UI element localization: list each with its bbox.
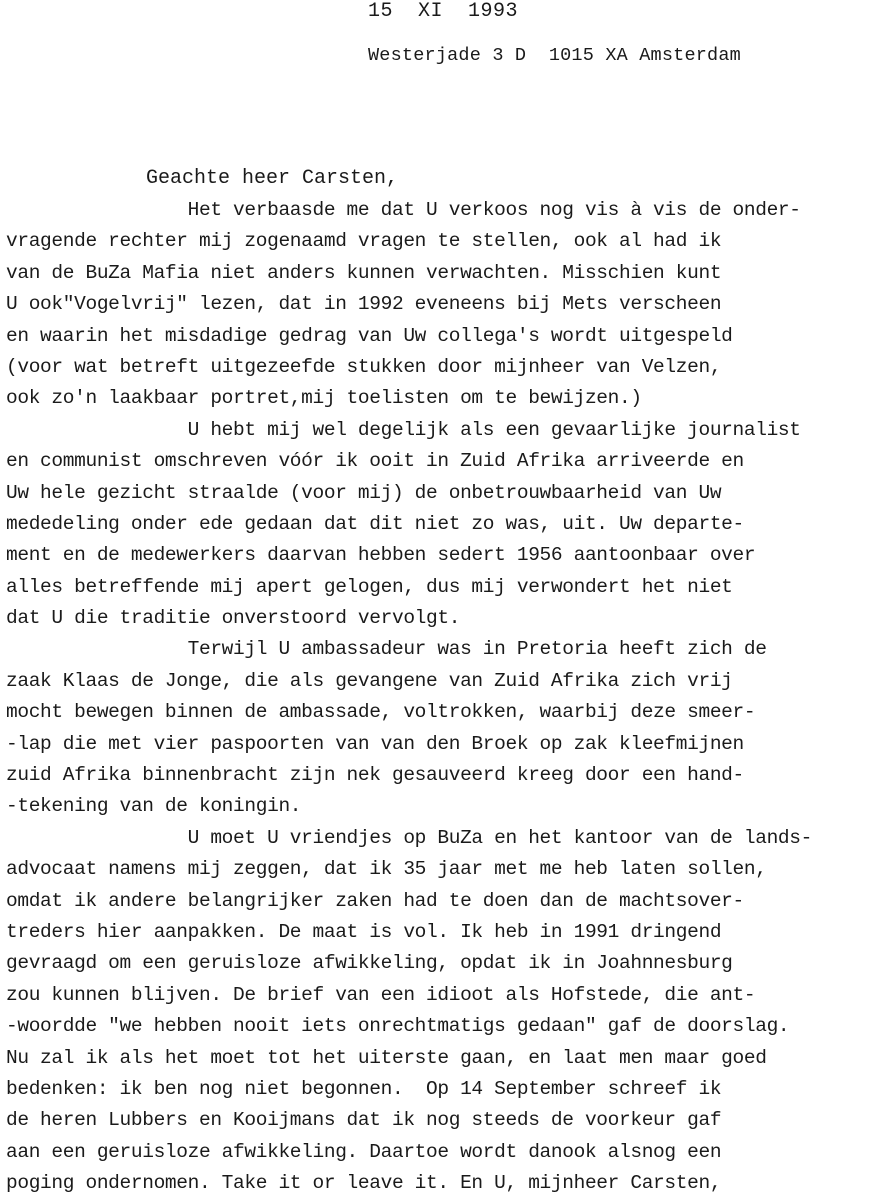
- letter-line: -woordde "we hebben nooit iets onrechtmatigs gedaan" gaf de doorslag.: [6, 1015, 790, 1038]
- sender-address: Westerjade 3 D 1015 XA Amsterdam: [368, 45, 741, 66]
- letter-line: Terwijl U ambassadeur was in Pretoria heeft zich de: [6, 638, 767, 661]
- letter-line: zou kunnen blijven. De brief van een idioot als Hofstede, die ant-: [6, 983, 756, 1006]
- letter-line: vragende rechter mij zogenaamd vragen te stellen, ook al had ik: [6, 230, 722, 253]
- letter-line: zuid Afrika binnenbracht zijn nek gesauveerd kreeg door een hand-: [6, 764, 744, 787]
- letter-line: bedenken: ik ben nog niet begonnen. Op 14 September schreef ik: [6, 1077, 722, 1100]
- letter-line: de heren Lubbers en Kooijmans dat ik nog steeds de voorkeur gaf: [6, 1109, 722, 1132]
- letter-line: omdat ik andere belangrijker zaken had te doen dan de machtsover-: [6, 889, 744, 912]
- letter-line: Nu zal ik als het moet tot het uiterste gaan, en laat men maar goed: [6, 1046, 767, 1069]
- letter-line: U ook"Vogelvrij" lezen, dat in 1992 eveneens bij Mets verscheen: [6, 293, 722, 316]
- letter-line: ook zo'n laakbaar portret,mij toelisten om te bewijzen.): [6, 387, 642, 410]
- letter-line: (voor wat betreft uitgezeefde stukken door mijnheer van Velzen,: [6, 355, 722, 378]
- letter-date: 15 XI 1993: [368, 0, 519, 23]
- letter-line: -lap die met vier paspoorten van van den Broek op zak kleefmijnen: [6, 732, 744, 755]
- letter-line: mocht bewegen binnen de ambassade, voltrokken, waarbij deze smeer-: [6, 701, 756, 724]
- letter-line: en waarin het misdadige gedrag van Uw collega's wordt uitgespeld: [6, 324, 733, 347]
- letter-line: advocaat namens mij zeggen, dat ik 35 jaar met me heb laten sollen,: [6, 858, 767, 881]
- letter-line: treders hier aanpakken. De maat is vol. Ik heb in 1991 dringend: [6, 920, 722, 943]
- salutation: Geachte heer Carsten,: [146, 167, 399, 190]
- letter-line: Het verbaasde me dat U verkoos nog vis à vis de onder-: [6, 199, 801, 221]
- letter-line: aan een geruisloze afwikkeling. Daartoe wordt danook alsnog een: [6, 1140, 722, 1163]
- letter-line: ment en de medewerkers daarvan hebben sedert 1956 aantoonbaar over: [6, 544, 756, 567]
- letter-line: van de BuZa Mafia niet anders kunnen verwachten. Misschien kunt: [6, 261, 722, 284]
- letter-line: zaak Klaas de Jonge, die als gevangene van Zuid Afrika zich vrij: [6, 669, 733, 692]
- letter-line: poging ondernomen. Take it or leave it. En U, mijnheer Carsten,: [6, 1172, 722, 1195]
- letter-body: [6, 195, 878, 1200]
- letter-line: mededeling onder ede gedaan dat dit niet zo was, uit. Uw departe-: [6, 512, 744, 535]
- letter-line: alles betreffende mij apert gelogen, dus mij verwondert het niet: [6, 575, 733, 598]
- letter-line: dat U die traditie onverstoord vervolgt.: [6, 607, 461, 630]
- letter-line: U hebt mij wel degelijk als een gevaarlijke journalist: [6, 418, 801, 441]
- letter-line: gevraagd om een geruisloze afwikkeling, opdat ik in Joahnnesburg: [6, 952, 733, 975]
- letter-line: en communist omschreven vóór ik ooit in Zuid Afrika arriveerde en: [6, 450, 744, 473]
- letter-line: U moet U vriendjes op BuZa en het kantoor van de lands-: [6, 826, 812, 849]
- letter-line: Uw hele gezicht straalde (voor mij) de onbetrouwbaarheid van Uw: [6, 481, 722, 504]
- letter-line: -tekening van de koningin.: [6, 795, 302, 818]
